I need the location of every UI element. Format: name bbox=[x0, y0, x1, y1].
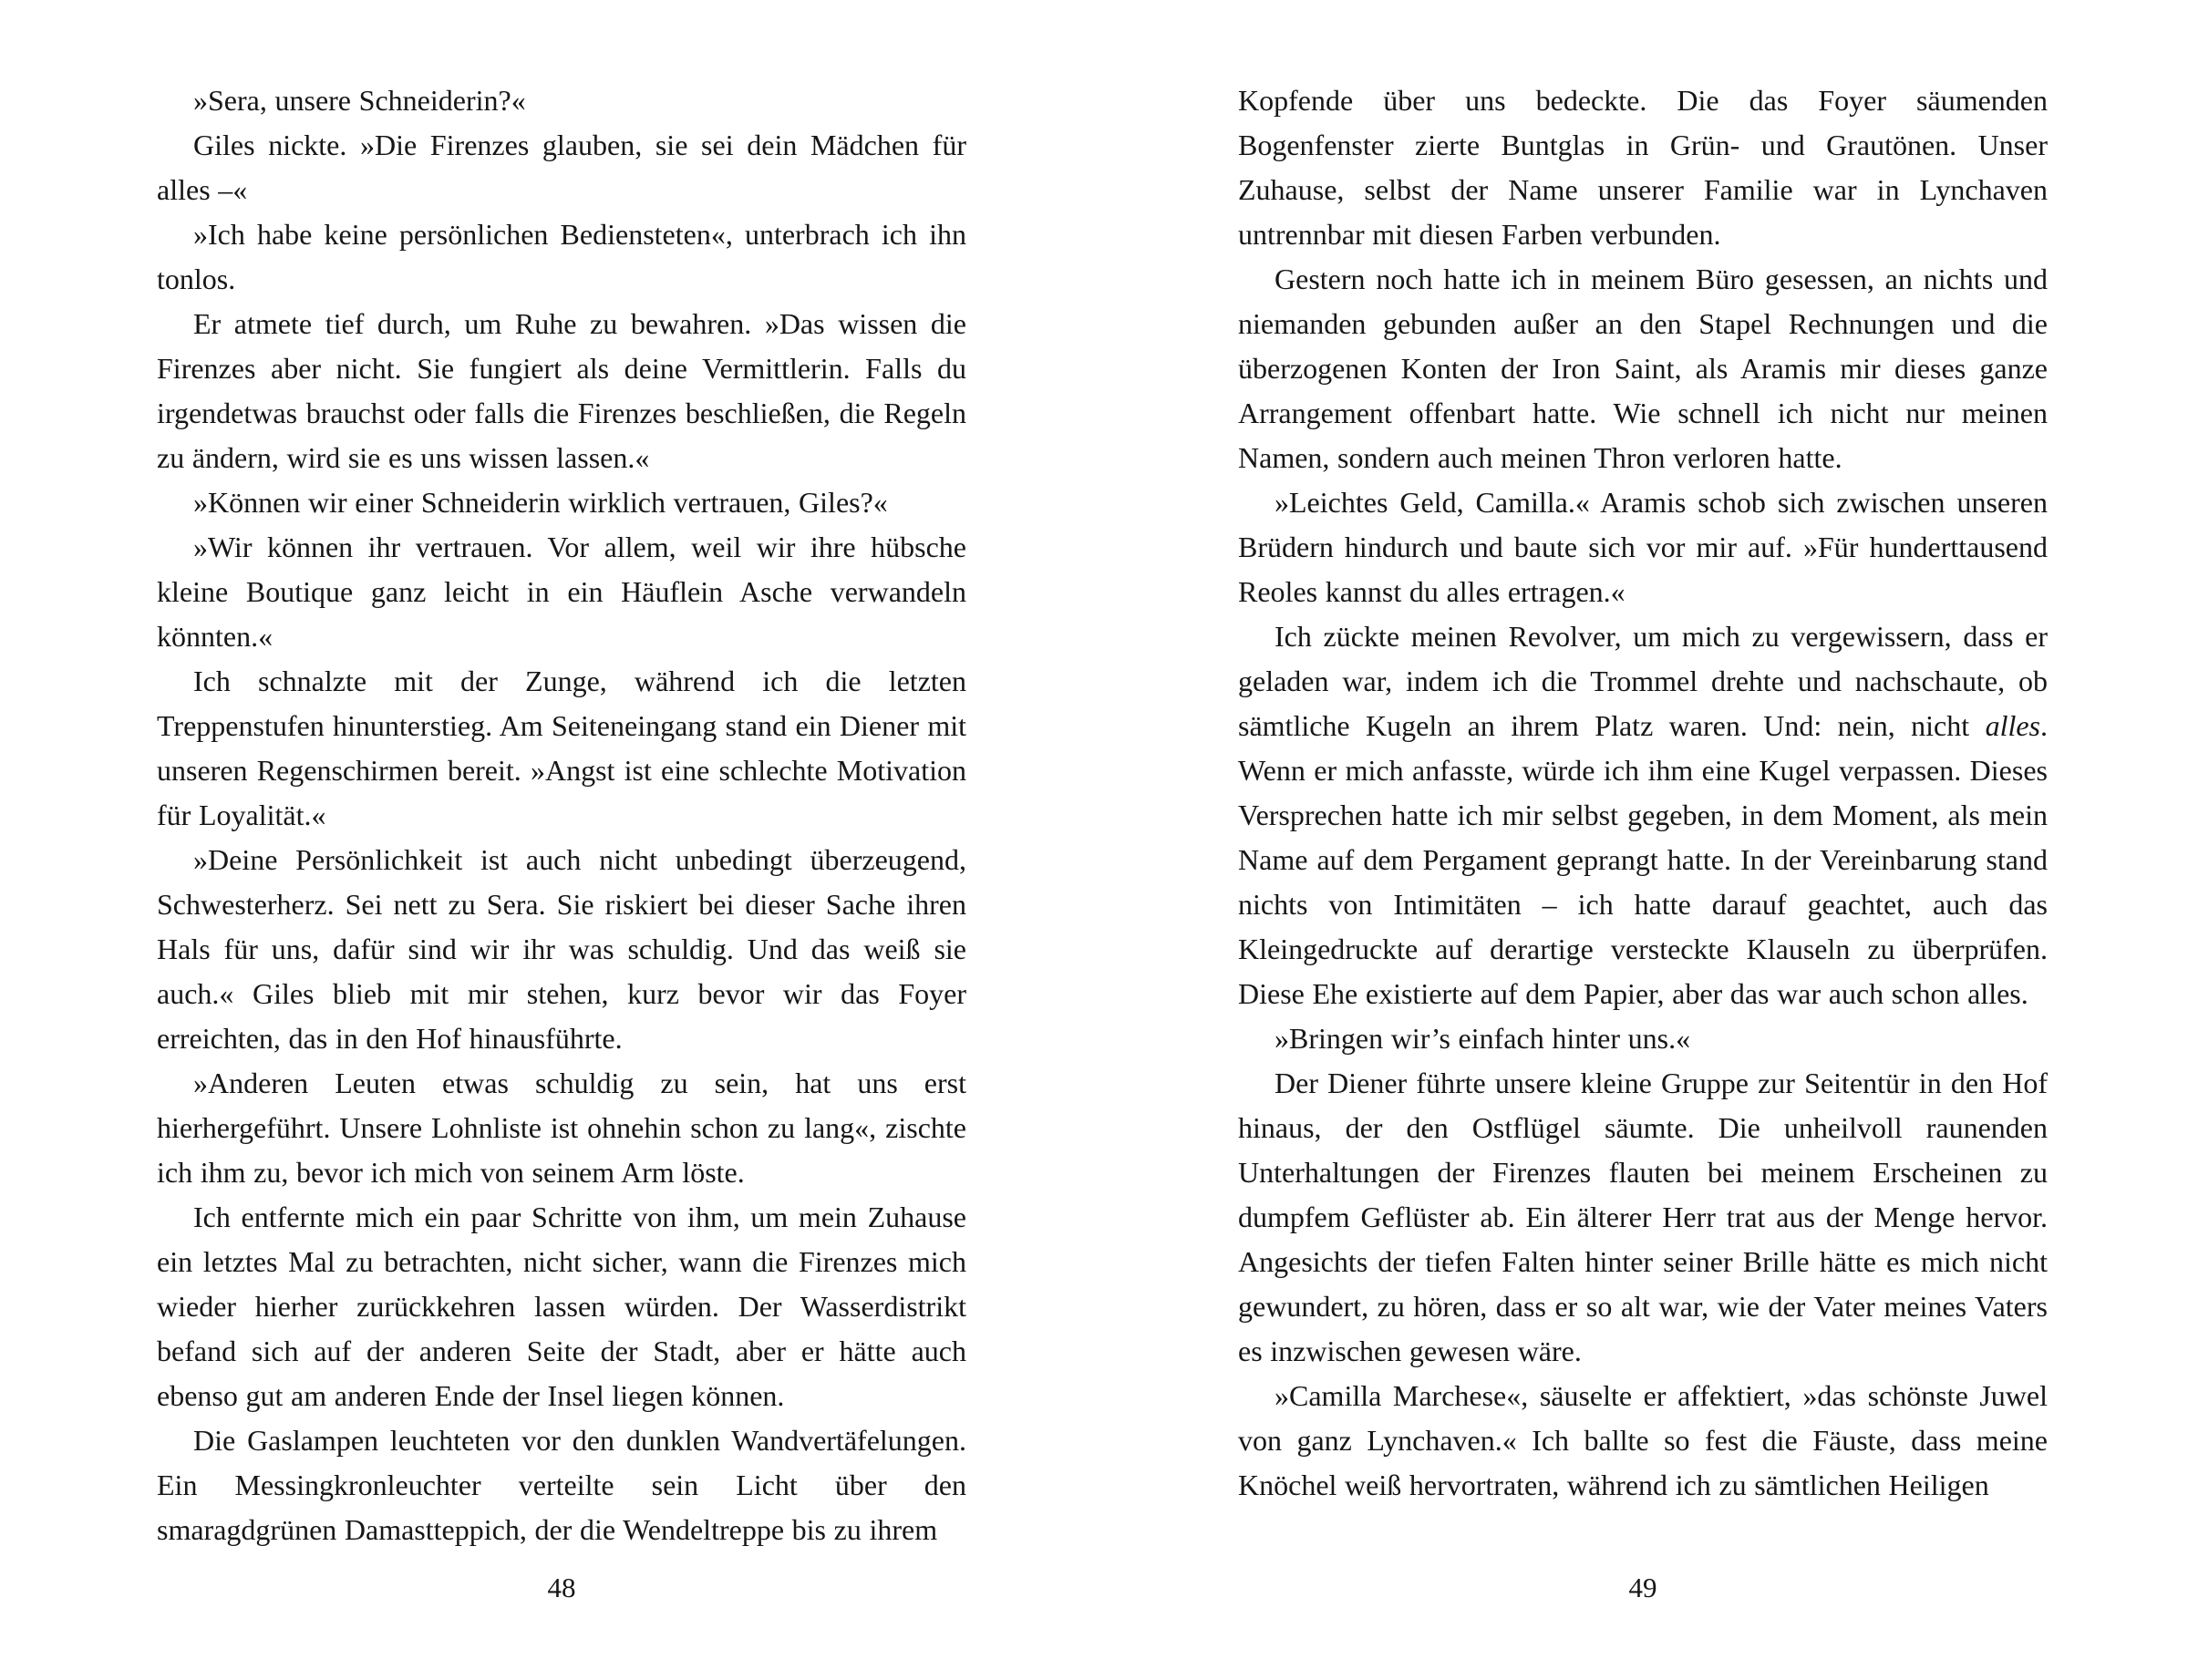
paragraph bbox=[157, 1195, 966, 1418]
body-text: Ich zückte meinen Revolver, um mich zu vergewissern, dass er geladen war, indem ich die Trommel drehte und nachschaute, ob sämtliche Kugeln an ihrem Platz waren. Und: nein, nicht bbox=[1238, 620, 2048, 742]
body-text: »Wir können ihr vertrauen. Vor allem, weil wir ihre hübsche kleine Boutique ganz leicht in ein Häuflein Asche verwandeln könnten.« bbox=[157, 531, 966, 653]
paragraph bbox=[157, 480, 966, 525]
body-text: Ich schnalzte mit der Zunge, während ich die letzten Treppenstufen hinunterstieg. Am Seiteneingang stand ein Diener mit unseren Regenschirmen bereit. »Angst ist eine schlechte Motivation für Loyalität.« bbox=[157, 665, 966, 831]
paragraph bbox=[1238, 78, 2048, 257]
page-right-number: 49 bbox=[1628, 1572, 1657, 1603]
body-text: Die Gaslampen leuchteten vor den dunklen Wandvertäfelungen. Ein Messingkronleuchter verteilte sein Licht über den smaragdgrünen Damastteppich, der die Wendeltreppe bis zu ihrem bbox=[157, 1424, 966, 1546]
paragraph bbox=[157, 1418, 966, 1552]
body-text: Kopfende über uns bedeckte. Die das Foyer säumenden Bogenfenster zierte Buntglas in Grün- und Grautönen. Unser Zuhause, selbst der Name unserer Familie war in Lynchaven untrennbar mit diesen Farben verbunden. bbox=[1238, 84, 2048, 251]
paragraph bbox=[157, 302, 966, 480]
body-text: »Leichtes Geld, Camilla.« Aramis schob sich zwischen unseren Brüdern hindurch und baute sich vor mir auf. »Für hunderttausend Reoles kannst du alles ertragen.« bbox=[1238, 486, 2048, 608]
body-text: »Sera, unsere Schneiderin?« bbox=[193, 84, 526, 117]
paragraph bbox=[1238, 480, 2048, 614]
paragraph bbox=[157, 525, 966, 659]
body-text: Der Diener führte unsere kleine Gruppe zur Seitentür in den Hof hinaus, der den Ostflügel säumte. Die unheilvoll raunenden Unterhaltungen der Firenzes flauten bei meinem Erscheinen zu dumpfem Geflüster ab. Ein älterer Herr trat aus der Menge hervor. Angesichts der tiefen Falten hinter seiner Brille hätte es mich nicht gewundert, zu hören, dass er so alt war, wie der Vater meines Vaters es inzwischen gewesen wäre. bbox=[1238, 1067, 2048, 1367]
paragraph bbox=[157, 212, 966, 302]
page-left-text bbox=[157, 78, 966, 1552]
body-text: »Können wir einer Schneiderin wirklich vertrauen, Giles?« bbox=[193, 486, 888, 519]
body-text: Ich entfernte mich ein paar Schritte von ihm, um mein Zuhause ein letztes Mal zu betrachten, nicht sicher, wann die Firenzes mich wieder hierher zurückkehren lassen würden. Der Wasserdistrikt befand sich auf der anderen Seite der Stadt, aber er hätte auch ebenso gut am anderen Ende der Insel liegen können. bbox=[157, 1201, 966, 1412]
body-text: »Camilla Marchese«, säuselte er affektiert, »das schönste Juwel von ganz Lynchaven.« Ich ballte so fest die Fäuste, dass meine Knöchel weiß hervortraten, während ich zu sämtlichen Heiligen bbox=[1238, 1379, 2048, 1501]
paragraph bbox=[1238, 1374, 2048, 1508]
body-text: . Wenn er mich anfasste, würde ich ihm eine Kugel verpassen. Dieses Versprechen hatte ich mir selbst gegeben, in dem Moment, als mein Name auf dem Pergament geprangt hatte. In der Vereinbarung stand nichts von Intimitäten – ich hatte darauf geachtet, auch das Kleingedruckte auf derartige versteckte Klauseln zu überprüfen. Diese Ehe existierte auf dem Papier, aber das war auch schon alles. bbox=[1238, 709, 2048, 1010]
paragraph bbox=[1238, 1061, 2048, 1374]
paragraph bbox=[1238, 1016, 2048, 1061]
body-text: »Deine Persönlichkeit ist auch nicht unbedingt überzeugend, Schwesterherz. Sei nett zu Sera. Sie riskiert bei dieser Sache ihren Hals für uns, dafür sind wir ihr was schuldig. Und das weiß sie auch.« Giles blieb mit mir stehen, kurz bevor wir das Foyer erreichten, das in den Hof hinausführte. bbox=[157, 843, 966, 1055]
page-left-number: 48 bbox=[547, 1572, 576, 1603]
paragraph bbox=[1238, 614, 2048, 1016]
body-text: Er atmete tief durch, um Ruhe zu bewahren. »Das wissen die Firenzes aber nicht. Sie fungiert als deine Vermittlerin. Falls du irgendetwas brauchst oder falls die Firenzes beschließen, die Regeln zu ändern, wird sie es uns wissen lassen.« bbox=[157, 307, 966, 474]
body-text: »Bringen wir’s einfach hinter uns.« bbox=[1275, 1022, 1691, 1055]
paragraph bbox=[157, 659, 966, 838]
paragraph bbox=[157, 838, 966, 1061]
paragraph bbox=[157, 123, 966, 212]
body-text: Gestern noch hatte ich in meinem Büro gesessen, an nichts und niemanden gebunden außer an den Stapel Rechnungen und die überzogenen Konten der Iron Saint, als Aramis mir dieses ganze Arrangement offenbart hatte. Wie schnell ich nicht nur meinen Namen, sondern auch meinen Thron verloren hatte. bbox=[1238, 263, 2048, 474]
paragraph bbox=[157, 1061, 966, 1195]
paragraph bbox=[1238, 257, 2048, 480]
body-text: »Ich habe keine persönlichen Bediensteten«, unterbrach ich ihn tonlos. bbox=[157, 218, 966, 295]
italic-text: alles bbox=[1985, 709, 2040, 742]
paragraph bbox=[157, 78, 966, 123]
body-text: Giles nickte. »Die Firenzes glauben, sie sei dein Mädchen für alles –« bbox=[157, 129, 966, 206]
body-text: »Anderen Leuten etwas schuldig zu sein, hat uns erst hierhergeführt. Unsere Lohnliste ist ohnehin schon zu lang«, zischte ich ihm zu, bevor ich mich von seinem Arm löste. bbox=[157, 1067, 966, 1189]
page-right-text bbox=[1238, 78, 2048, 1508]
